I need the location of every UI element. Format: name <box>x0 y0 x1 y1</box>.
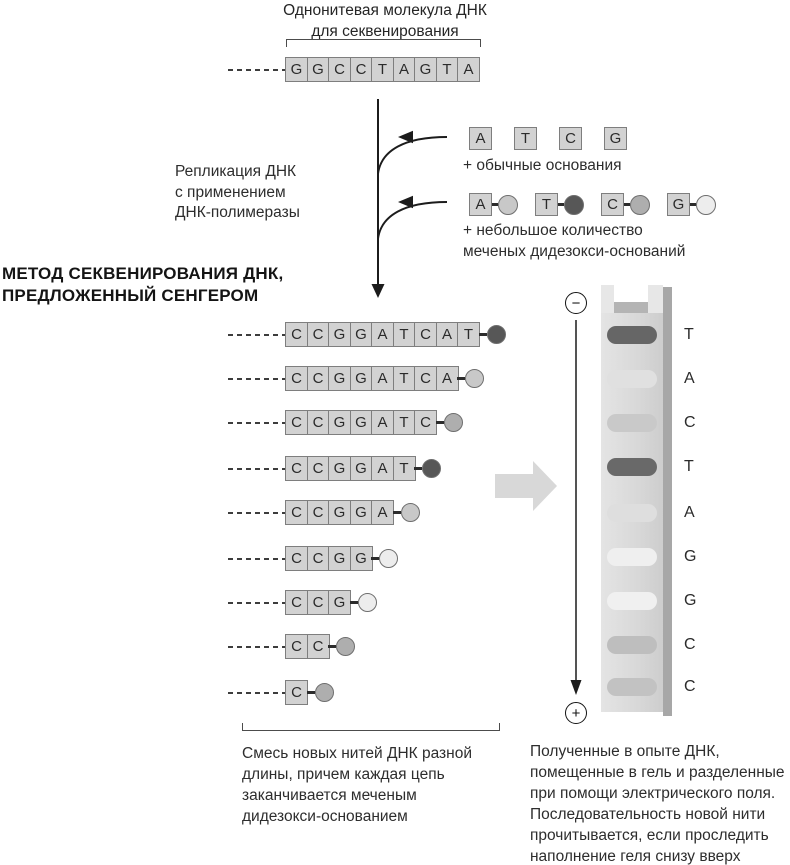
terminator-circle <box>422 459 441 478</box>
base-box: T <box>514 127 537 150</box>
base-box: G <box>604 127 627 150</box>
dideoxy-base-group <box>469 193 518 216</box>
gel-side-face <box>663 287 672 716</box>
gel-band-letter: A <box>684 370 695 387</box>
gel-band-letter: G <box>684 592 697 609</box>
base-box: G <box>414 57 437 82</box>
strand-dashed-line <box>228 468 285 470</box>
base-box: A <box>436 322 459 347</box>
dna-fragment-row <box>228 590 377 615</box>
base-box: C <box>285 680 308 705</box>
strand-dashed-line <box>228 69 285 71</box>
dideoxy-label-circle <box>630 195 650 215</box>
text-line: Полученные в опыте ДНК, <box>530 743 720 760</box>
base-box: C <box>307 500 330 525</box>
base-box: G <box>328 546 351 571</box>
dideoxy-label-circle <box>498 195 518 215</box>
base-box: C <box>307 590 330 615</box>
gel-band-letter: T <box>684 458 694 475</box>
dideoxy-bases-arrowhead-icon <box>398 196 413 208</box>
base-box: C <box>285 634 308 659</box>
terminator-circle <box>358 593 377 612</box>
base-box: G <box>350 500 373 525</box>
base-box: G <box>328 500 351 525</box>
strand-dashed-line <box>228 646 285 648</box>
text-line: Репликация ДНК <box>175 163 297 180</box>
strand-dashed-line <box>228 334 285 336</box>
base-box: C <box>285 322 308 347</box>
base-box: A <box>371 366 394 391</box>
gel-left-post <box>601 285 614 313</box>
base-box: T <box>371 57 394 82</box>
diagram-header <box>240 1 530 42</box>
terminator-circle <box>379 549 398 568</box>
template-strand-row <box>228 57 479 82</box>
dideoxy-base-group <box>535 193 584 216</box>
base-box: T <box>436 57 459 82</box>
base-box: C <box>285 590 308 615</box>
gel-band-letter: T <box>684 326 694 343</box>
dideoxy-base-group <box>601 193 650 216</box>
gel-band <box>607 504 657 522</box>
base-box: C <box>285 456 308 481</box>
negative-electrode-icon: − <box>565 292 587 314</box>
text-line: длины, причем каждая цепь <box>242 766 445 783</box>
gel-band <box>607 636 657 654</box>
normal-bases-arrowhead-icon <box>398 131 413 143</box>
text-line: ДНК-полимеразы <box>175 204 300 221</box>
terminator-circle <box>444 413 463 432</box>
dna-fragment-row <box>228 680 334 705</box>
strand-dashed-line <box>228 512 285 514</box>
dideoxy-base-group <box>667 193 716 216</box>
base-box: A <box>469 127 492 150</box>
base-box: C <box>307 366 330 391</box>
electrophoresis-arrowhead-icon <box>571 680 582 695</box>
text-line: Смесь новых нитей ДНК разной <box>242 745 472 762</box>
base-box: T <box>457 322 480 347</box>
method-title <box>2 263 283 307</box>
base-box: G <box>350 366 373 391</box>
base-box: G <box>350 456 373 481</box>
base-box: A <box>371 456 394 481</box>
base-box: G <box>328 366 351 391</box>
dna-fragment-row <box>228 456 441 481</box>
text-line: ПРЕДЛОЖЕННЫЙ СЕНГЕРОМ <box>2 286 259 305</box>
base-circle-connector <box>307 691 315 694</box>
base-box: C <box>307 322 330 347</box>
text-line: + небольшое количество <box>463 222 643 239</box>
replication-label <box>175 162 300 224</box>
base-box: C <box>307 546 330 571</box>
base-box: A <box>436 366 459 391</box>
base-box: A <box>371 410 394 435</box>
text-line: прочитывается, если проследить <box>530 827 769 844</box>
base-circle-connector <box>371 557 379 560</box>
base-box: T <box>393 322 416 347</box>
text-line: дидезокси-основанием <box>242 808 408 825</box>
gel-band-letter: A <box>684 504 695 521</box>
base-box: C <box>601 193 624 216</box>
text-line: заканчивается меченым <box>242 787 417 804</box>
base-box: C <box>414 366 437 391</box>
gel-band <box>607 592 657 610</box>
strand-dashed-line <box>228 378 285 380</box>
dna-fragment-row <box>228 410 463 435</box>
base-box: C <box>285 410 308 435</box>
terminator-circle <box>465 369 484 388</box>
base-box: G <box>307 57 330 82</box>
base-box: G <box>350 322 373 347</box>
text-line: МЕТОД СЕКВЕНИРОВАНИЯ ДНК, <box>2 264 284 283</box>
fragments-bracket <box>242 723 500 731</box>
base-box: C <box>285 546 308 571</box>
dideoxy-bases-label <box>463 221 685 262</box>
gel-band-letter: C <box>684 414 696 431</box>
dna-fragment-row <box>228 500 420 525</box>
base-box: A <box>371 500 394 525</box>
base-box: G <box>350 410 373 435</box>
base-circle-connector <box>436 421 444 424</box>
strand-dashed-line <box>228 602 285 604</box>
base-box: G <box>328 410 351 435</box>
terminator-circle <box>401 503 420 522</box>
positive-electrode-icon: + <box>565 702 587 724</box>
base-box: A <box>457 57 480 82</box>
base-box: G <box>667 193 690 216</box>
gel-right-post <box>648 285 663 313</box>
base-box: A <box>371 322 394 347</box>
text-line: наполнение геля снизу вверх <box>530 848 741 865</box>
text-line: помещенные в гель и разделенные <box>530 764 785 781</box>
base-box: T <box>393 410 416 435</box>
terminator-circle <box>487 325 506 344</box>
base-circle-connector <box>328 645 336 648</box>
gel-caption <box>530 741 790 865</box>
gel-band-letter: G <box>684 548 697 565</box>
base-box: C <box>285 366 308 391</box>
gel-band-letter: C <box>684 636 696 653</box>
terminator-circle <box>336 637 355 656</box>
gel-band <box>607 414 657 432</box>
header-line-2: для секвенирования <box>311 22 459 40</box>
fragments-caption <box>242 743 514 827</box>
electrophoresis-gel <box>601 285 673 716</box>
base-box: C <box>350 57 373 82</box>
base-box: G <box>285 57 308 82</box>
gel-well <box>614 302 648 313</box>
strand-dashed-line <box>228 422 285 424</box>
text-line: с применением <box>175 183 286 201</box>
base-box: G <box>328 322 351 347</box>
strand-dashed-line <box>228 692 285 694</box>
base-circle-connector <box>457 377 465 380</box>
gel-band <box>607 370 657 388</box>
gel-band <box>607 548 657 566</box>
dna-fragment-row <box>228 366 484 391</box>
base-circle-connector <box>414 467 422 470</box>
base-circle-connector <box>393 511 401 514</box>
gel-band <box>607 326 657 344</box>
base-box: C <box>559 127 582 150</box>
normal-bases-label: + обычные основания <box>463 157 622 174</box>
base-circle-connector <box>479 333 487 336</box>
header-line-1: Однонитевая молекула ДНК <box>283 2 487 19</box>
normal-bases-row <box>469 127 627 150</box>
dideoxy-label-circle <box>696 195 716 215</box>
base-box: C <box>307 634 330 659</box>
base-box: C <box>307 410 330 435</box>
text-line: при помощи электрического поля. <box>530 785 776 802</box>
dideoxy-bases-curved-arrow <box>378 202 447 239</box>
base-box: T <box>535 193 558 216</box>
gel-band-letter: C <box>684 678 696 695</box>
strand-dashed-line <box>228 558 285 560</box>
dna-fragment-row <box>228 322 506 347</box>
terminator-circle <box>315 683 334 702</box>
base-box: G <box>328 456 351 481</box>
base-box: C <box>414 410 437 435</box>
base-box: C <box>414 322 437 347</box>
text-line: меченых дидезокси-оснований <box>463 242 686 260</box>
base-box: T <box>393 366 416 391</box>
base-box: G <box>328 590 351 615</box>
dna-fragment-row <box>228 634 355 659</box>
template-strand-bracket <box>286 39 481 47</box>
gel-body <box>601 313 663 712</box>
normal-bases-curved-arrow <box>378 137 447 174</box>
base-box: A <box>469 193 492 216</box>
text-line: Последовательность новой нити <box>530 806 766 823</box>
base-box: C <box>285 500 308 525</box>
to-gel-arrow-head <box>533 461 557 511</box>
dideoxy-bases-row <box>469 193 716 216</box>
base-box: G <box>350 546 373 571</box>
gel-band <box>607 678 657 696</box>
gel-band <box>607 458 657 476</box>
template-strand-boxes <box>285 57 479 82</box>
base-box: C <box>307 456 330 481</box>
base-box: A <box>393 57 416 82</box>
replication-arrowhead-icon <box>372 284 385 298</box>
dna-fragment-row <box>228 546 398 571</box>
base-box: C <box>328 57 351 82</box>
dideoxy-label-circle <box>564 195 584 215</box>
to-gel-arrow-body <box>495 474 533 498</box>
base-box: T <box>393 456 416 481</box>
base-circle-connector <box>350 601 358 604</box>
to-gel-arrow-icon <box>495 461 557 511</box>
